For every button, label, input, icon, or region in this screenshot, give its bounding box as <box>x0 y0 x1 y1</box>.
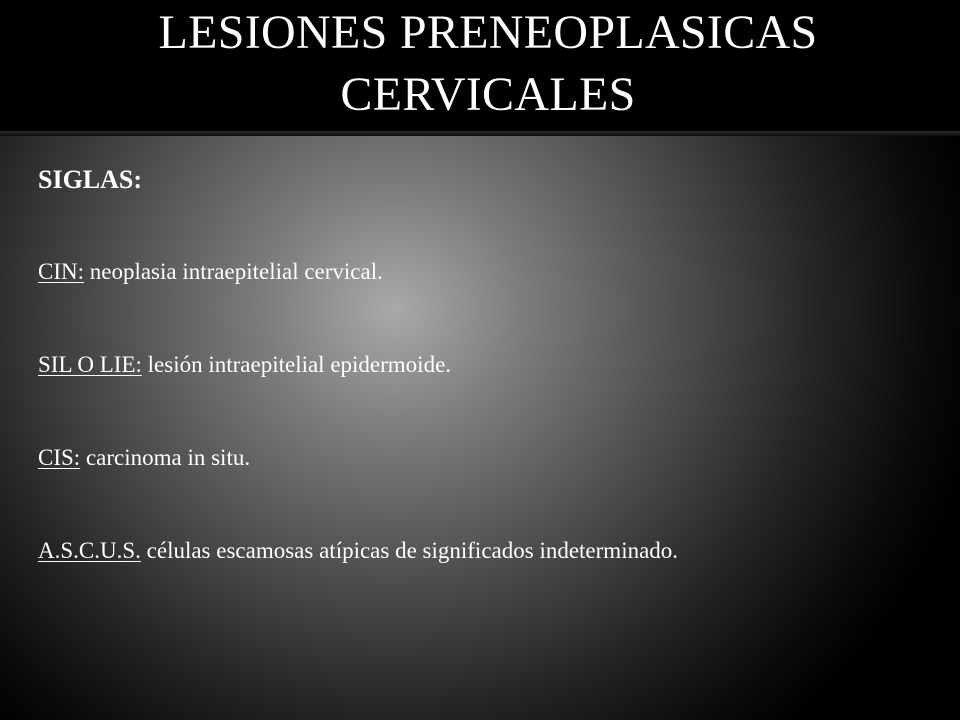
description-cin: neoplasia intraepitelial cervical. <box>84 259 383 284</box>
definition-sil-lie <box>38 350 948 380</box>
definition-cis <box>38 443 948 473</box>
slide-title <box>0 2 960 126</box>
title-divider <box>0 131 960 136</box>
term-sil-lie: SIL O LIE: <box>38 352 142 377</box>
description-ascus: células escamosas atípicas de significados indeterminado. <box>140 538 679 563</box>
title-line-2: CERVICALES <box>340 68 636 121</box>
definition-cin <box>38 257 948 287</box>
title-line-1: LESIONES PRENEOPLASICAS <box>158 6 818 59</box>
term-ascus: A.S.C.U.S. <box>38 538 141 563</box>
description-cis: carcinoma in situ. <box>80 445 251 470</box>
definition-ascus <box>38 536 948 566</box>
slide-content <box>38 158 948 566</box>
siglas-heading: SIGLAS: <box>38 165 143 194</box>
term-cin: CIN: <box>38 259 84 284</box>
term-cis: CIS: <box>38 445 81 470</box>
description-sil-lie: lesión intraepitelial epidermoide. <box>141 352 452 377</box>
